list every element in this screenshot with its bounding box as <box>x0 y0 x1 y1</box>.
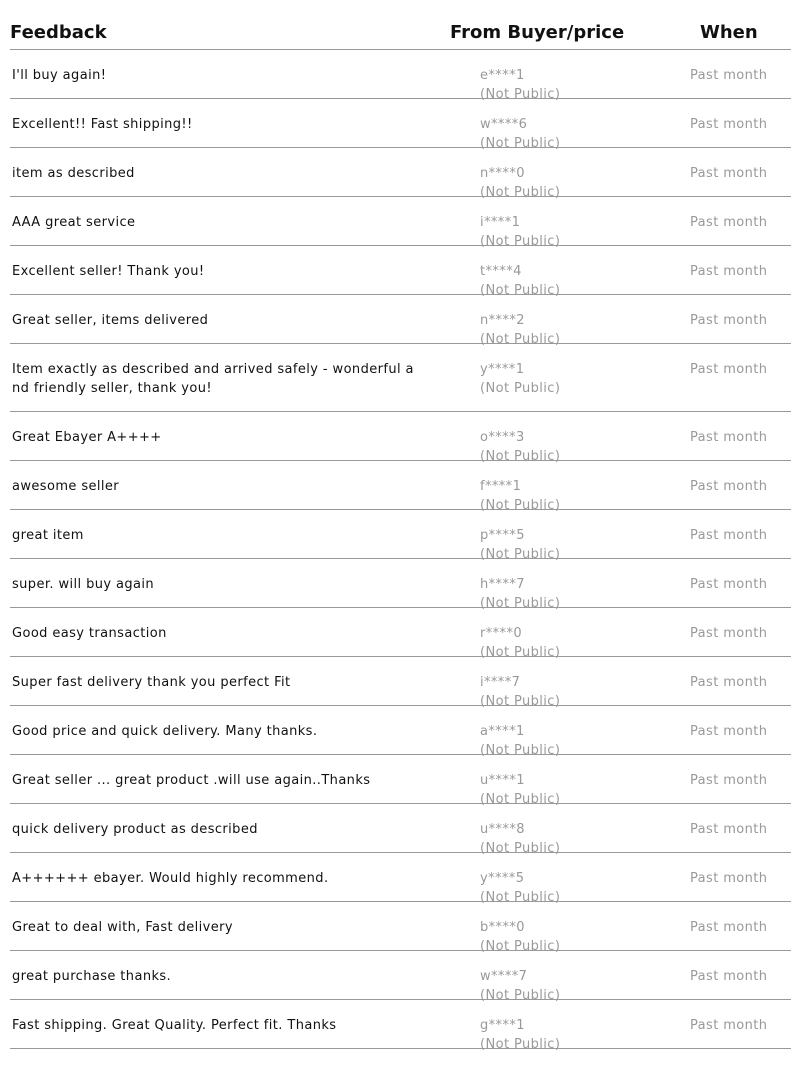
header-feedback: Feedback <box>10 22 107 43</box>
when-text: Past month <box>690 528 768 543</box>
buyer-id: t****4 <box>480 264 522 279</box>
price-text: (Not Public) <box>480 841 561 856</box>
table-row <box>10 50 791 102</box>
table-row <box>10 755 791 807</box>
table-row <box>10 295 791 347</box>
feedback-text: Item exactly as described and arrived safely - wonderful and friendly seller, thank you! <box>12 362 414 396</box>
price-text: (Not Public) <box>480 645 561 660</box>
price-text: (Not Public) <box>480 1037 561 1052</box>
buyer-id: p****5 <box>480 528 525 543</box>
when-text: Past month <box>690 724 768 739</box>
feedback-table-body <box>10 50 791 1052</box>
buyer-id: i****1 <box>480 215 521 230</box>
when-text: Past month <box>690 920 768 935</box>
buyer-id: u****8 <box>480 822 525 837</box>
buyer-cell <box>480 1016 560 1054</box>
table-row <box>10 344 791 412</box>
feedback-text: Excellent!! Fast shipping!! <box>12 117 193 132</box>
when-text: Past month <box>690 577 768 592</box>
feedback-text: Fast shipping. Great Quality. Perfect fit. Thanks <box>12 1018 337 1033</box>
table-row <box>10 461 791 513</box>
price-text: (Not Public) <box>480 283 561 298</box>
header-when: When <box>700 22 758 43</box>
buyer-id: h****7 <box>480 577 525 592</box>
table-header <box>10 0 791 50</box>
when-text: Past month <box>690 675 768 690</box>
feedback-text: quick delivery product as described <box>12 822 258 837</box>
price-text: (Not Public) <box>480 332 561 347</box>
buyer-id: u****1 <box>480 773 525 788</box>
price-text: (Not Public) <box>480 234 561 249</box>
table-row <box>10 804 791 856</box>
table-row <box>10 608 791 660</box>
table-row <box>10 412 791 464</box>
when-text: Past month <box>690 822 768 837</box>
when-text: Past month <box>690 313 768 328</box>
buyer-id: b****0 <box>480 920 525 935</box>
price-text: (Not Public) <box>480 596 561 611</box>
table-row <box>10 706 791 758</box>
feedback-text: Good price and quick delivery. Many thanks. <box>12 724 318 739</box>
feedback-text: awesome seller <box>12 479 120 494</box>
header-from-buyer-price: From Buyer/price <box>450 22 625 43</box>
price-text: (Not Public) <box>480 381 561 396</box>
price-text: (Not Public) <box>480 694 561 709</box>
buyer-id: e****1 <box>480 68 525 83</box>
when-text: Past month <box>690 871 768 886</box>
feedback-text: Excellent seller! Thank you! <box>12 264 205 279</box>
when-text: Past month <box>690 1018 768 1033</box>
table-row <box>10 99 791 151</box>
when-text: Past month <box>690 626 768 641</box>
feedback-text: Super fast delivery thank you perfect Fit <box>12 675 291 690</box>
buyer-id: w****7 <box>480 969 528 984</box>
price-text: (Not Public) <box>480 792 561 807</box>
feedback-text: great purchase thanks. <box>12 969 172 984</box>
buyer-id: a****1 <box>480 724 525 739</box>
price-text: (Not Public) <box>480 136 561 151</box>
feedback-text: Great Ebayer A++++ <box>12 430 162 445</box>
feedback-text: I'll buy again! <box>12 68 107 83</box>
buyer-id: i****7 <box>480 675 521 690</box>
feedback-text: Great seller, items delivered <box>12 313 209 328</box>
buyer-id: r****0 <box>480 626 523 641</box>
buyer-id: g****1 <box>480 1018 525 1033</box>
when-text: Past month <box>690 117 768 132</box>
feedback-text: Great to deal with, Fast delivery <box>12 920 233 935</box>
price-text: (Not Public) <box>480 185 561 200</box>
when-text: Past month <box>690 215 768 230</box>
feedback-text: great item <box>12 528 84 543</box>
price-text: (Not Public) <box>480 498 561 513</box>
feedback-text: Good easy transaction <box>12 626 167 641</box>
buyer-id: y****5 <box>480 871 525 886</box>
table-row <box>10 951 791 1003</box>
buyer-id: f****1 <box>480 479 522 494</box>
price-text: (Not Public) <box>480 939 561 954</box>
buyer-id: n****0 <box>480 166 525 181</box>
buyer-id: y****1 <box>480 362 525 377</box>
table-row <box>10 1000 791 1052</box>
when-text: Past month <box>690 430 768 445</box>
table-row <box>10 197 791 249</box>
when-text: Past month <box>690 68 768 83</box>
feedback-text: Great seller ... great product .will use again..Thanks <box>12 773 371 788</box>
price-text: (Not Public) <box>480 547 561 562</box>
when-text: Past month <box>690 969 768 984</box>
feedback-text: super. will buy again <box>12 577 155 592</box>
when-text: Past month <box>690 166 768 181</box>
feedback-text: AAA great service <box>12 215 136 230</box>
when-text: Past month <box>690 362 768 377</box>
price-text: (Not Public) <box>480 890 561 905</box>
price-text: (Not Public) <box>480 988 561 1003</box>
table-row <box>10 148 791 200</box>
buyer-id: n****2 <box>480 313 525 328</box>
table-row <box>10 246 791 298</box>
price-text: (Not Public) <box>480 87 561 102</box>
buyer-id: o****3 <box>480 430 525 445</box>
table-row <box>10 853 791 905</box>
feedback-text: A++++++ ebayer. Would highly recommend. <box>12 871 329 886</box>
table-row <box>10 559 791 611</box>
table-row <box>10 902 791 954</box>
when-text: Past month <box>690 479 768 494</box>
table-row <box>10 510 791 562</box>
buyer-id: w****6 <box>480 117 528 132</box>
table-row <box>10 657 791 709</box>
price-text: (Not Public) <box>480 743 561 758</box>
buyer-cell <box>480 360 560 398</box>
feedback-text: item as described <box>12 166 135 181</box>
price-text: (Not Public) <box>480 449 561 464</box>
when-text: Past month <box>690 264 768 279</box>
when-text: Past month <box>690 773 768 788</box>
